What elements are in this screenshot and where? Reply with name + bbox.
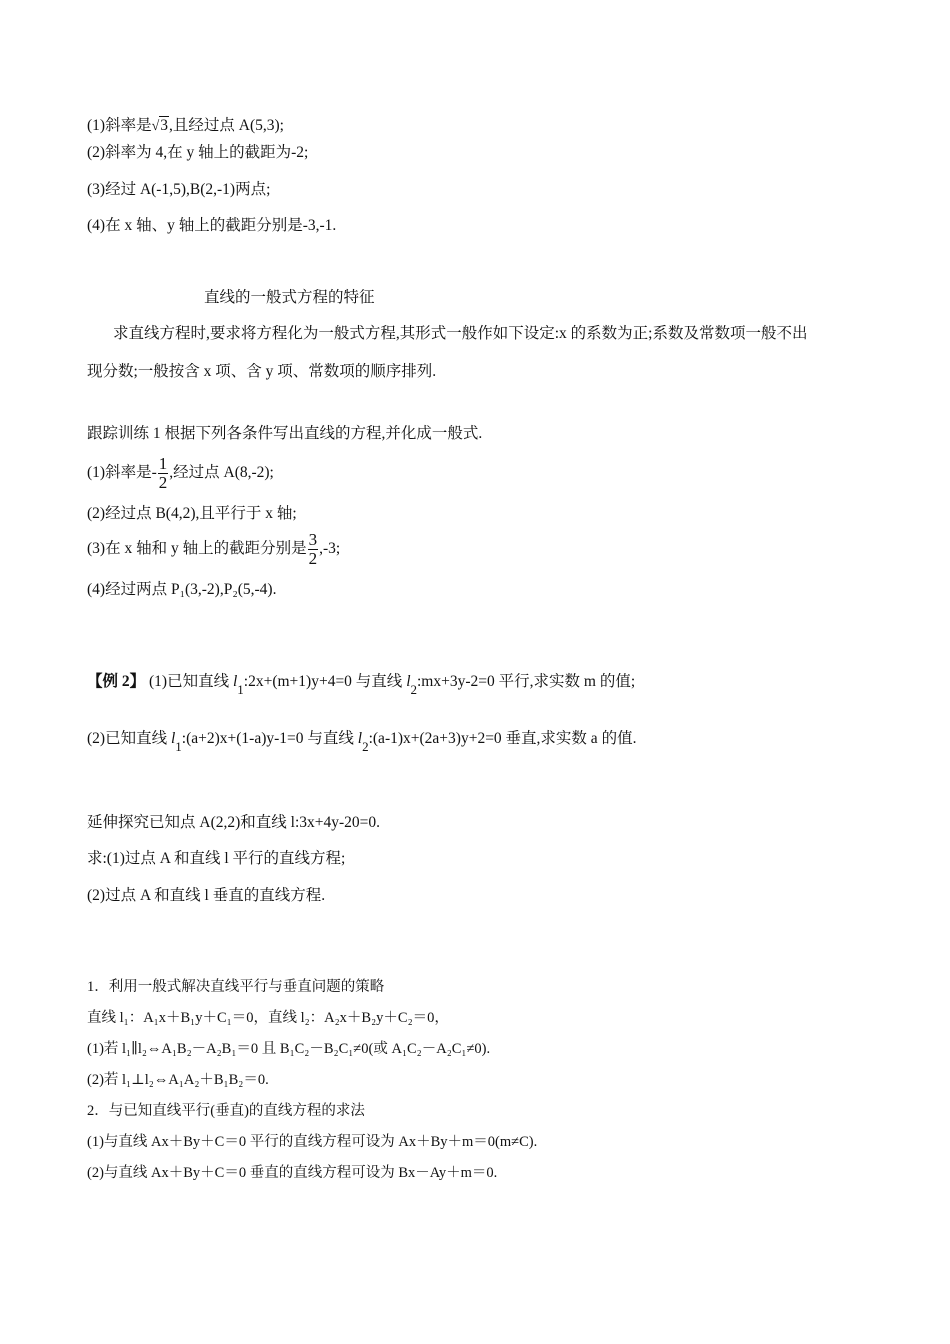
square-root: √3 — [151, 117, 169, 134]
practice-item-4: (4)经过两点 P₁(3,-2),P₂(5,-4). — [87, 581, 277, 598]
extension-line-2: 求:(1)过点 A 和直线 l 平行的直线方程; — [87, 850, 346, 867]
example-2-part-1: 【例 2】 (1)已知直线 $l_1:2x+(m+1)y+4=0$ 与直线 $l_2:mx+3y-2=0$ 平行,求实数 m 的值; — [87, 673, 636, 697]
summary-line-5: (2)与直线 Ax＋By＋C＝0 垂直的直线方程可设为 Bx－Ay＋m＝0. — [87, 1165, 498, 1181]
example-label: 【例 2】 — [87, 673, 146, 690]
exercise-item-4: (4)在 x 轴、y 轴上的截距分别是-3,-1. — [87, 217, 337, 234]
summary-line-1: 直线 l₁：A₁x＋B₁y＋C₁＝0，直线 l₂：A₂x＋B₂y＋C₂＝0， — [87, 1010, 449, 1026]
feature-paragraph-line-2: 现分数;一般按含 x 项、含 y 项、常数项的顺序排列. — [87, 363, 437, 380]
feature-paragraph-line-1: 求直线方程时,要求将方程化为一般式方程,其形式一般作如下设定:x 的系数为正;系数及常数项一般不出 — [113, 325, 808, 342]
extension-line-1: 延伸探究已知点 A(2,2)和直线 l:3x+4y-20=0. — [87, 814, 381, 831]
summary-line-2: (1)若 l₁∥l₂⇔A₁B₂－A₂B₁＝0 且 B₁C₂－B₂C₁≠0(或 A₁C₂－A₂C₁≠0). — [87, 1041, 491, 1057]
practice-title: 跟踪训练 1 根据下列各条件写出直线的方程,并化成一般式. — [87, 425, 483, 442]
exercise-item-1: (1)斜率是√3,且经过点 A(5,3); — [87, 116, 284, 137]
feature-heading: 直线的一般式方程的特征 — [204, 289, 375, 306]
example-2-part-2: (2)已知直线 $l_1:(a+2)x+(1-a)y-1=0$ 与直线 $l_2:(a-1)x+(2a+3)y+2=0$ 垂直,求实数 a 的值. — [87, 730, 637, 754]
fraction-three-halves: $\frac{3}{2}$ — [308, 530, 318, 568]
practice-item-3: (3)在 x 轴和 y 轴上的截距分别是 $\frac{3}{2}$ ,-3; — [87, 530, 341, 568]
practice-item-2: (2)经过点 B(4,2),且平行于 x 轴; — [87, 505, 297, 522]
exercise-item-3: (3)经过 A(-1,5),B(2,-1)两点; — [87, 181, 271, 198]
practice-item-1: (1)斜率是- $\frac{1}{2}$ ,经过点 A(8,-2); — [87, 454, 274, 492]
summary-title-1: 1．利用一般式解决直线平行与垂直问题的策略 — [87, 979, 385, 995]
summary-title-2: 2．与已知直线平行(垂直)的直线方程的求法 — [87, 1103, 365, 1119]
extension-line-3: (2)过点 A 和直线 l 垂直的直线方程. — [87, 887, 326, 904]
fraction-one-half: $\frac{1}{2}$ — [158, 454, 168, 492]
summary-line-3: (2)若 l₁⊥l₂⇔A₁A₂＋B₁B₂＝0. — [87, 1072, 269, 1088]
exercise-item-2: (2)斜率为 4,在 y 轴上的截距为-2; — [87, 144, 309, 161]
summary-line-4: (1)与直线 Ax＋By＋C＝0 平行的直线方程可设为 Ax＋By＋m＝0(m≠C). — [87, 1134, 538, 1150]
